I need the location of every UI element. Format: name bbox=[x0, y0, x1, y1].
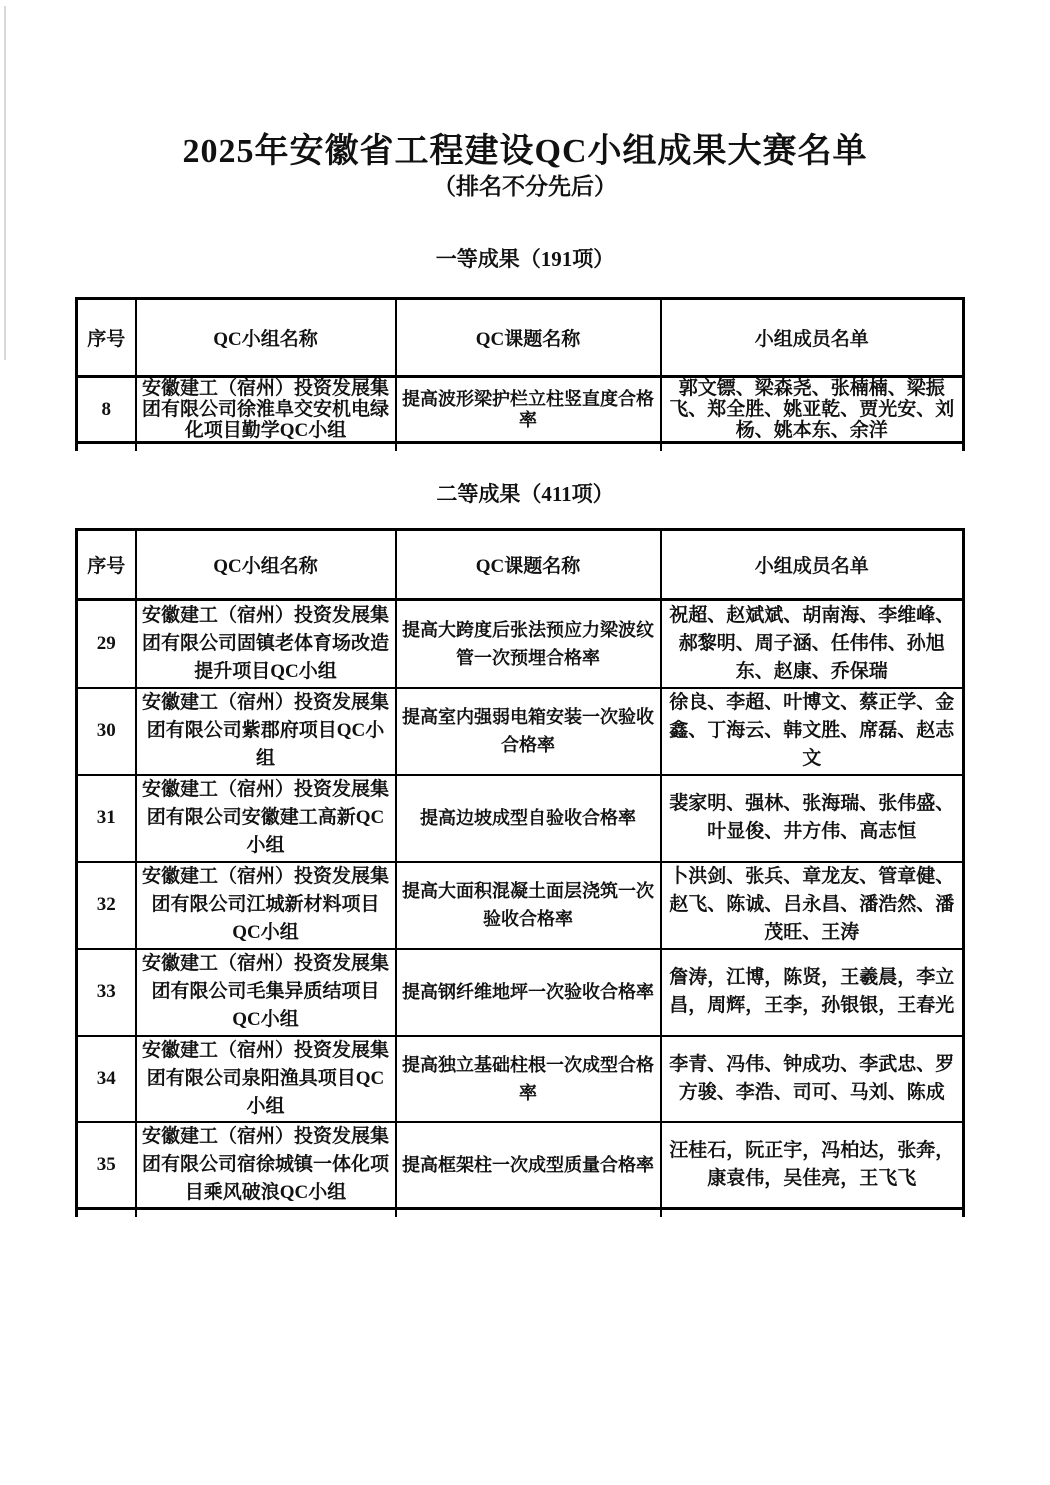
table-row bbox=[77, 688, 964, 775]
row-members: 汪桂石，阮正宇，冯柏达，张奔，康袁伟，吴佳亮，王飞飞 bbox=[661, 1122, 964, 1209]
column-header-no: 序号 bbox=[77, 530, 136, 600]
row-group-name: 安徽建工（宿州）投资发展集团有限公司毛集异质结项目QC小组 bbox=[136, 949, 396, 1036]
row-group-name: 安徽建工（宿州）投资发展集团有限公司宿徐城镇一体化项目乘风破浪QC小组 bbox=[136, 1122, 396, 1209]
column-header-topic: QC课题名称 bbox=[396, 299, 661, 377]
column-header-topic: QC课题名称 bbox=[396, 530, 661, 600]
row-topic-name: 提高波形梁护栏立柱竖直度合格率 bbox=[396, 377, 661, 443]
table-header-row bbox=[77, 299, 964, 377]
row-no: 30 bbox=[77, 688, 136, 775]
row-members: 裴家明、强林、张海瑞、张伟盛、叶显俊、井方伟、高志恒 bbox=[661, 775, 964, 862]
first-prize-table bbox=[75, 297, 965, 451]
table-row bbox=[77, 1036, 964, 1122]
row-members: 詹涛，江博，陈贤，王羲晨，李立昌，周辉，王李，孙银银，王春光 bbox=[661, 949, 964, 1036]
row-no: 33 bbox=[77, 949, 136, 1036]
row-group-name: 安徽建工（宿州）投资发展集团有限公司江城新材料项目QC小组 bbox=[136, 862, 396, 949]
table-row bbox=[77, 1122, 964, 1209]
row-topic-name: 提高边坡成型自验收合格率 bbox=[396, 775, 661, 862]
row-no: 31 bbox=[77, 775, 136, 862]
row-members: 祝超、赵斌斌、胡南海、李维峰、郝黎明、周子涵、任伟伟、孙旭东、赵康、乔保瑞 bbox=[661, 600, 964, 688]
column-header-group: QC小组名称 bbox=[136, 299, 396, 377]
page-subtitle: （排名不分先后） bbox=[433, 174, 617, 199]
row-no: 29 bbox=[77, 600, 136, 688]
table-header-row bbox=[77, 530, 964, 600]
row-topic-name: 提高室内强弱电箱安装一次验收合格率 bbox=[396, 688, 661, 775]
row-topic-name: 提高钢纤维地坪一次验收合格率 bbox=[396, 949, 661, 1036]
column-header-no: 序号 bbox=[77, 299, 136, 377]
row-group-name: 安徽建工（宿州）投资发展集团有限公司泉阳渔具项目QC小组 bbox=[136, 1036, 396, 1122]
table-row bbox=[77, 949, 964, 1036]
row-topic-name: 提高大面积混凝土面层浇筑一次验收合格率 bbox=[396, 862, 661, 949]
row-group-name: 安徽建工（宿州）投资发展集团有限公司固镇老体育场改造提升项目QC小组 bbox=[136, 600, 396, 688]
row-members: 徐良、李超、叶博文、蔡正学、金鑫、丁海云、韩文胜、席磊、赵志文 bbox=[661, 688, 964, 775]
column-header-members: 小组成员名单 bbox=[661, 299, 964, 377]
row-members: 卜洪剑、张兵、章龙友、管章健、赵飞、陈诚、吕永昌、潘浩然、潘茂旺、王涛 bbox=[661, 862, 964, 949]
row-topic-name: 提高大跨度后张法预应力梁波纹管一次预埋合格率 bbox=[396, 600, 661, 688]
row-group-name: 安徽建工（宿州）投资发展集团有限公司紫郡府项目QC小组 bbox=[136, 688, 396, 775]
cutoff-row-sliver bbox=[77, 443, 964, 452]
table-row bbox=[77, 377, 964, 443]
row-no: 35 bbox=[77, 1122, 136, 1209]
column-header-group: QC小组名称 bbox=[136, 530, 396, 600]
page-title: 2025年安徽省工程建设QC小组成果大赛名单 bbox=[182, 133, 868, 170]
row-no: 32 bbox=[77, 862, 136, 949]
row-members: 郭文镖、梁森尧、张楠楠、梁振飞、郑全胜、姚亚乾、贾光安、刘杨、姚本东、余洋 bbox=[661, 377, 964, 443]
section-heading-second-prize: 二等成果（411项） bbox=[436, 482, 614, 506]
section-heading-first-prize: 一等成果（191项） bbox=[435, 247, 615, 271]
column-header-members: 小组成员名单 bbox=[661, 530, 964, 600]
row-group-name: 安徽建工（宿州）投资发展集团有限公司徐淮阜交安机电绿化项目勤学QC小组 bbox=[136, 377, 396, 443]
row-no: 8 bbox=[77, 377, 136, 443]
row-group-name: 安徽建工（宿州）投资发展集团有限公司安徽建工高新QC小组 bbox=[136, 775, 396, 862]
row-members: 李青、冯伟、钟成功、李武忠、罗方骏、李浩、司可、马刘、陈成 bbox=[661, 1036, 964, 1122]
table-row bbox=[77, 775, 964, 862]
row-topic-name: 提高框架柱一次成型质量合格率 bbox=[396, 1122, 661, 1209]
table-row bbox=[77, 862, 964, 949]
second-prize-table bbox=[75, 528, 965, 1217]
row-topic-name: 提高独立基础柱根一次成型合格率 bbox=[396, 1036, 661, 1122]
row-no: 34 bbox=[77, 1036, 136, 1122]
table-row bbox=[77, 600, 964, 688]
cutoff-row-sliver bbox=[77, 1208, 964, 1217]
